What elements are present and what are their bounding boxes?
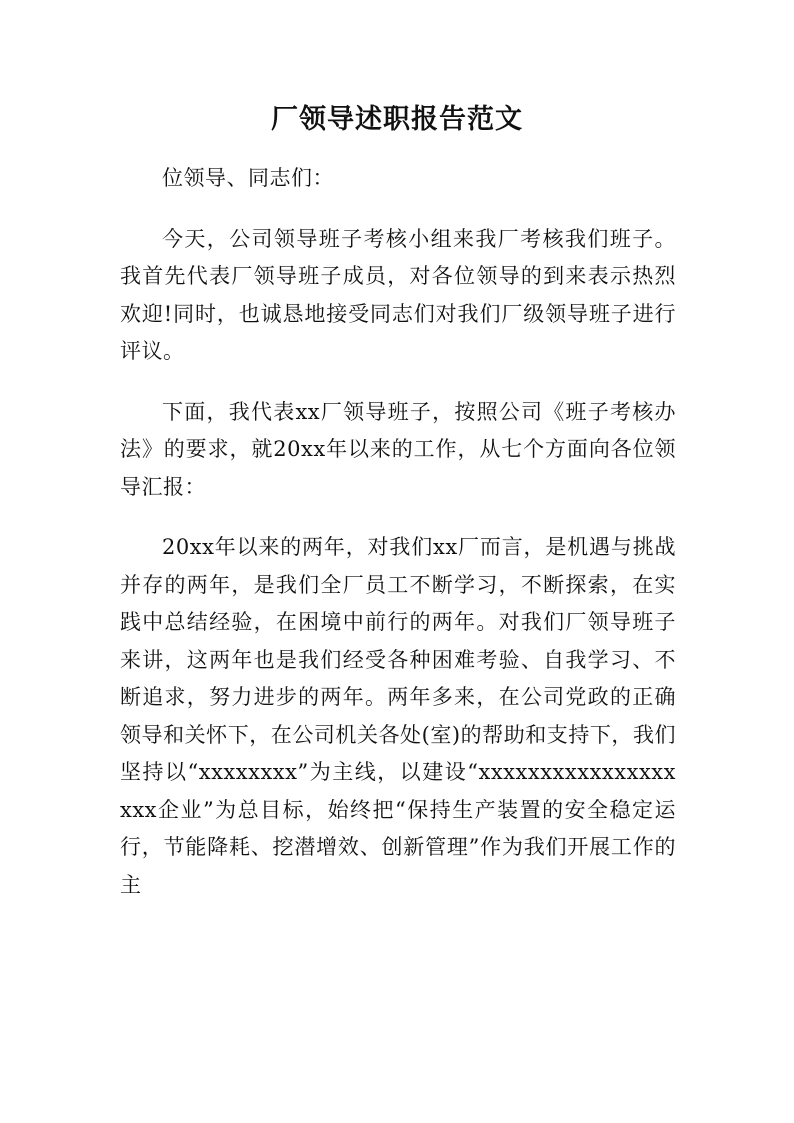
paragraph-intro: 下面，我代表xx厂领导班子，按照公司《班子考核办法》的要求，就20xx年以来的工作，从七个方面向各位领导汇报：	[120, 399, 676, 499]
document-title: 厂领导述职报告范文	[271, 104, 523, 135]
document-body	[120, 160, 676, 927]
paragraph-welcome: 今天，公司领导班子考核小组来我厂考核我们班子。我首先代表厂领导班子成员，对各位领导的到来表示热烈欢迎!同时，也诚恳地接受同志们对我们厂级领导班子进行评议。	[120, 226, 676, 363]
salutation: 位领导、同志们：	[162, 166, 334, 190]
paragraph-review: 20xx年以来的两年，对我们xx厂而言，是机遇与挑战并存的两年，是我们全厂员工不断学习，不断探索，在实践中总结经验，在困境中前行的两年。对我们厂领导班子来讲，这两年也是我们经受各种困难考验、自我学习、不断追求，努力进步的两年。两年多来，在公司党政的正确领导和关怀下，在公司机关各处(室)的帮助和支持下，我们坚持以“xxxxxxxx”为主线，以建设“xxxxxxxxxxxxxxxxxxx企业”为总目标，始终把“保持生产装置的安全稳定运行，节能降耗、挖潜增效、创新管理”作为我们开展工作的主	[120, 535, 676, 897]
